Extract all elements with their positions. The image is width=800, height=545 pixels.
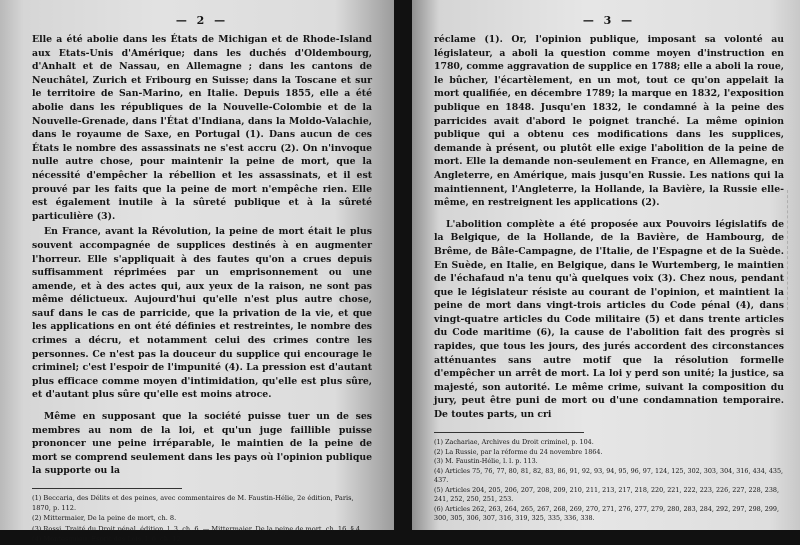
- paragraph: réclame (1). Or, l'opinion publique, imposant sa volonté au législateur, a aboli la question comme moyen d'instruction en 1780, comme aggravation de supplice en 1788; elle a aboli la roue, le bûcher, l'écartèlement, en un mot, tout ce qu'on appelait la mort qualifiée, en décembre 1789; la marque en 1832, l'exposition publique en 1848. Jusqu'en 1832, le condamné à la peine des parricides avait d'abord le poignet tranché. La même opinion publique qui a obtenu ces modifications dans les supplices, demande à présent, ou plutôt elle exige l'abolition de la peine de mort. Elle la demande non-seulement en France, en Allemagne, en Angleterre, en Amérique, mais jusqu'en Russie. Les nations qui la maintiennent, l'Angleterre, la Hollande, la Bavière, la Russie elle-même, en restreignent les applications (2).: [434, 34, 784, 209]
- footnote-divider: [32, 488, 182, 489]
- footnote: (4) Montesquieu, Esprit des Lois, l. 6, ch. 12.: [32, 535, 183, 544]
- footnote: (2) La Russie, par la réforme du 24 novembre 1864.: [434, 447, 603, 456]
- paragraph: En France, avant la Révolution, la peine de mort était le plus souvent accompagnée de supplices destinés à en augmenter l'horreur. Elle s'appliquait à des fautes qu'on a crues depuis suffisamment réprimées par un emprisonnement ou une amende, et à des actes qui, aux yeux de la raison, ne sont pas même délictueux. Aujourd'hui qu'elle n'est plus autre chose, sauf dans le cas de parricide, que la privation de la vie, et que les applications en ont été définies et restreintes, le nombre des crimes a décru, et notamment celui des crimes contre les personnes. Ce n'est pas la douceur du supplice qui encourage le criminel; c'est l'espoir de l'impunité (4). La pression est d'autant plus efficace comme moyen d'intimidation, qu'elle est plus sûre, et d'autant plus sûre qu'elle est moins atroce.: [32, 226, 372, 401]
- footnote: (3) M. Faustin-Hélie, l. l. p. 113.: [434, 457, 538, 466]
- paragraph: Elle a été abolie dans les États de Michigan et de Rhode-Island aux Etats-Unis d'Amérique; dans les duchés d'Oldembourg, d'Anhalt et de Nassau, en Allemagne ; dans les cantons de Neuchâtel, Zurich et Fribourg en Suisse; dans la Toscane et sur le territoire de San-Marino, en Italie. Depuis 1855, elle a été abolie dans les républiques de la Nouvelle-Colombie et de la Nouvelle-Grenade, dans l'État d'Indiana, dans la Moldo-Valachie, dans le royaume de Saxe, en Portugal (1). Dans aucun de ces États le nombre des assassinats ne s'est accru (2). On n'invoque nulle autre chose, pour maintenir la peine de mort, que la nécessité d'empêcher la rébellion et les assassinats, et il est prouvé par les faits que la peine de mort n'empêche rien. Elle est également inutile à la sûreté publique et à la sûreté particulière (3).: [32, 34, 372, 222]
- page-number: — 2 —: [175, 14, 229, 27]
- footnote: (1) Zachariae, Archives du Droit criminel, p. 104.: [434, 437, 594, 446]
- library-stamp-mark: [787, 190, 800, 310]
- footnote: (1) Beccaria, des Délits et des peines, avec commentaires de M. Faustin-Hélie, 2e édition, Paris, 1870, p. 112.: [32, 494, 354, 512]
- body-text: [32, 33, 372, 478]
- paragraph: Même en supposant que la société puisse tuer un de ses membres au nom de la loi, et qu'un juge faillible puisse prononcer une peine irréparable, le maintien de la peine de mort se comprend seulement dans les pays où l'opinion publique la supporte ou la: [32, 411, 372, 477]
- footnote: (2) Mittermaier, De la peine de mort, ch. 8.: [32, 514, 177, 523]
- footnotes: [434, 438, 784, 523]
- footnote: (5) Articles 204, 205, 206, 207, 208, 209, 210, 211, 213, 217, 218, 220, 221, 222, 223, 226, 227, 228, 238, 241, 252, 250, 251, 253.: [434, 486, 780, 504]
- body-text: [434, 33, 784, 422]
- footnote: (6) Articles 262, 263, 264, 265, 267, 268, 269, 270, 271, 276, 277, 279, 280, 283, 284, 292, 297, 298, 299, 300, 305, 306, 307, 316, 319, 325, 335, 336, 338.: [434, 504, 780, 522]
- left-page: [0, 0, 394, 544]
- footnote-divider: [434, 432, 584, 433]
- paragraph: L'abolition complète a été proposée aux Pouvoirs législatifs de la Belgique, de la Hollande, de la Bavière, de Hambourg, de Brême, de Bâle-Campagne, de l'Italie, de l'Espagne et de la Suède. En Suède, en Italie, en Belgique, dans le Wurtemberg, le maintien de l'échafaud n'a tenu qu'à quelques voix (3). Chez nous, pendant que le législateur résiste au courant de l'opinion, et maintient la peine de mort dans vingt-trois articles du Code pénal (4), dans vingt-quatre articles du Code militaire (5) et dans trente articles du Code maritime (6), la cause de l'abolition fait des progrès si rapides, que tous les jours, des jurés accordent des circonstances atténuantes sans autre motif que la résolution formelle d'empêcher un arrêt de mort. La loi y perd son unité; la justice, sa majesté, son autorité. Le même crime, suivant la composition du jury, peut être puni de mort ou d'une condamnation temporaire. De toutes parts, un cri: [434, 218, 784, 421]
- footnote: (3) Rossi, Traité du Droit pénal, édition, l. 3, ch. 6. — Mittermaier, De la peine de mort, ch. 16, § 4.: [32, 524, 363, 533]
- footnotes: [32, 494, 372, 545]
- right-page: [412, 0, 800, 530]
- page-number: — 3 —: [582, 14, 636, 27]
- footnote: (4) Articles 75, 76, 77, 80, 81, 82, 83, 86, 91, 92, 93, 94, 95, 96, 97, 124, 125, 302, 303, 304, 316, 434, 435, 437.: [434, 467, 784, 485]
